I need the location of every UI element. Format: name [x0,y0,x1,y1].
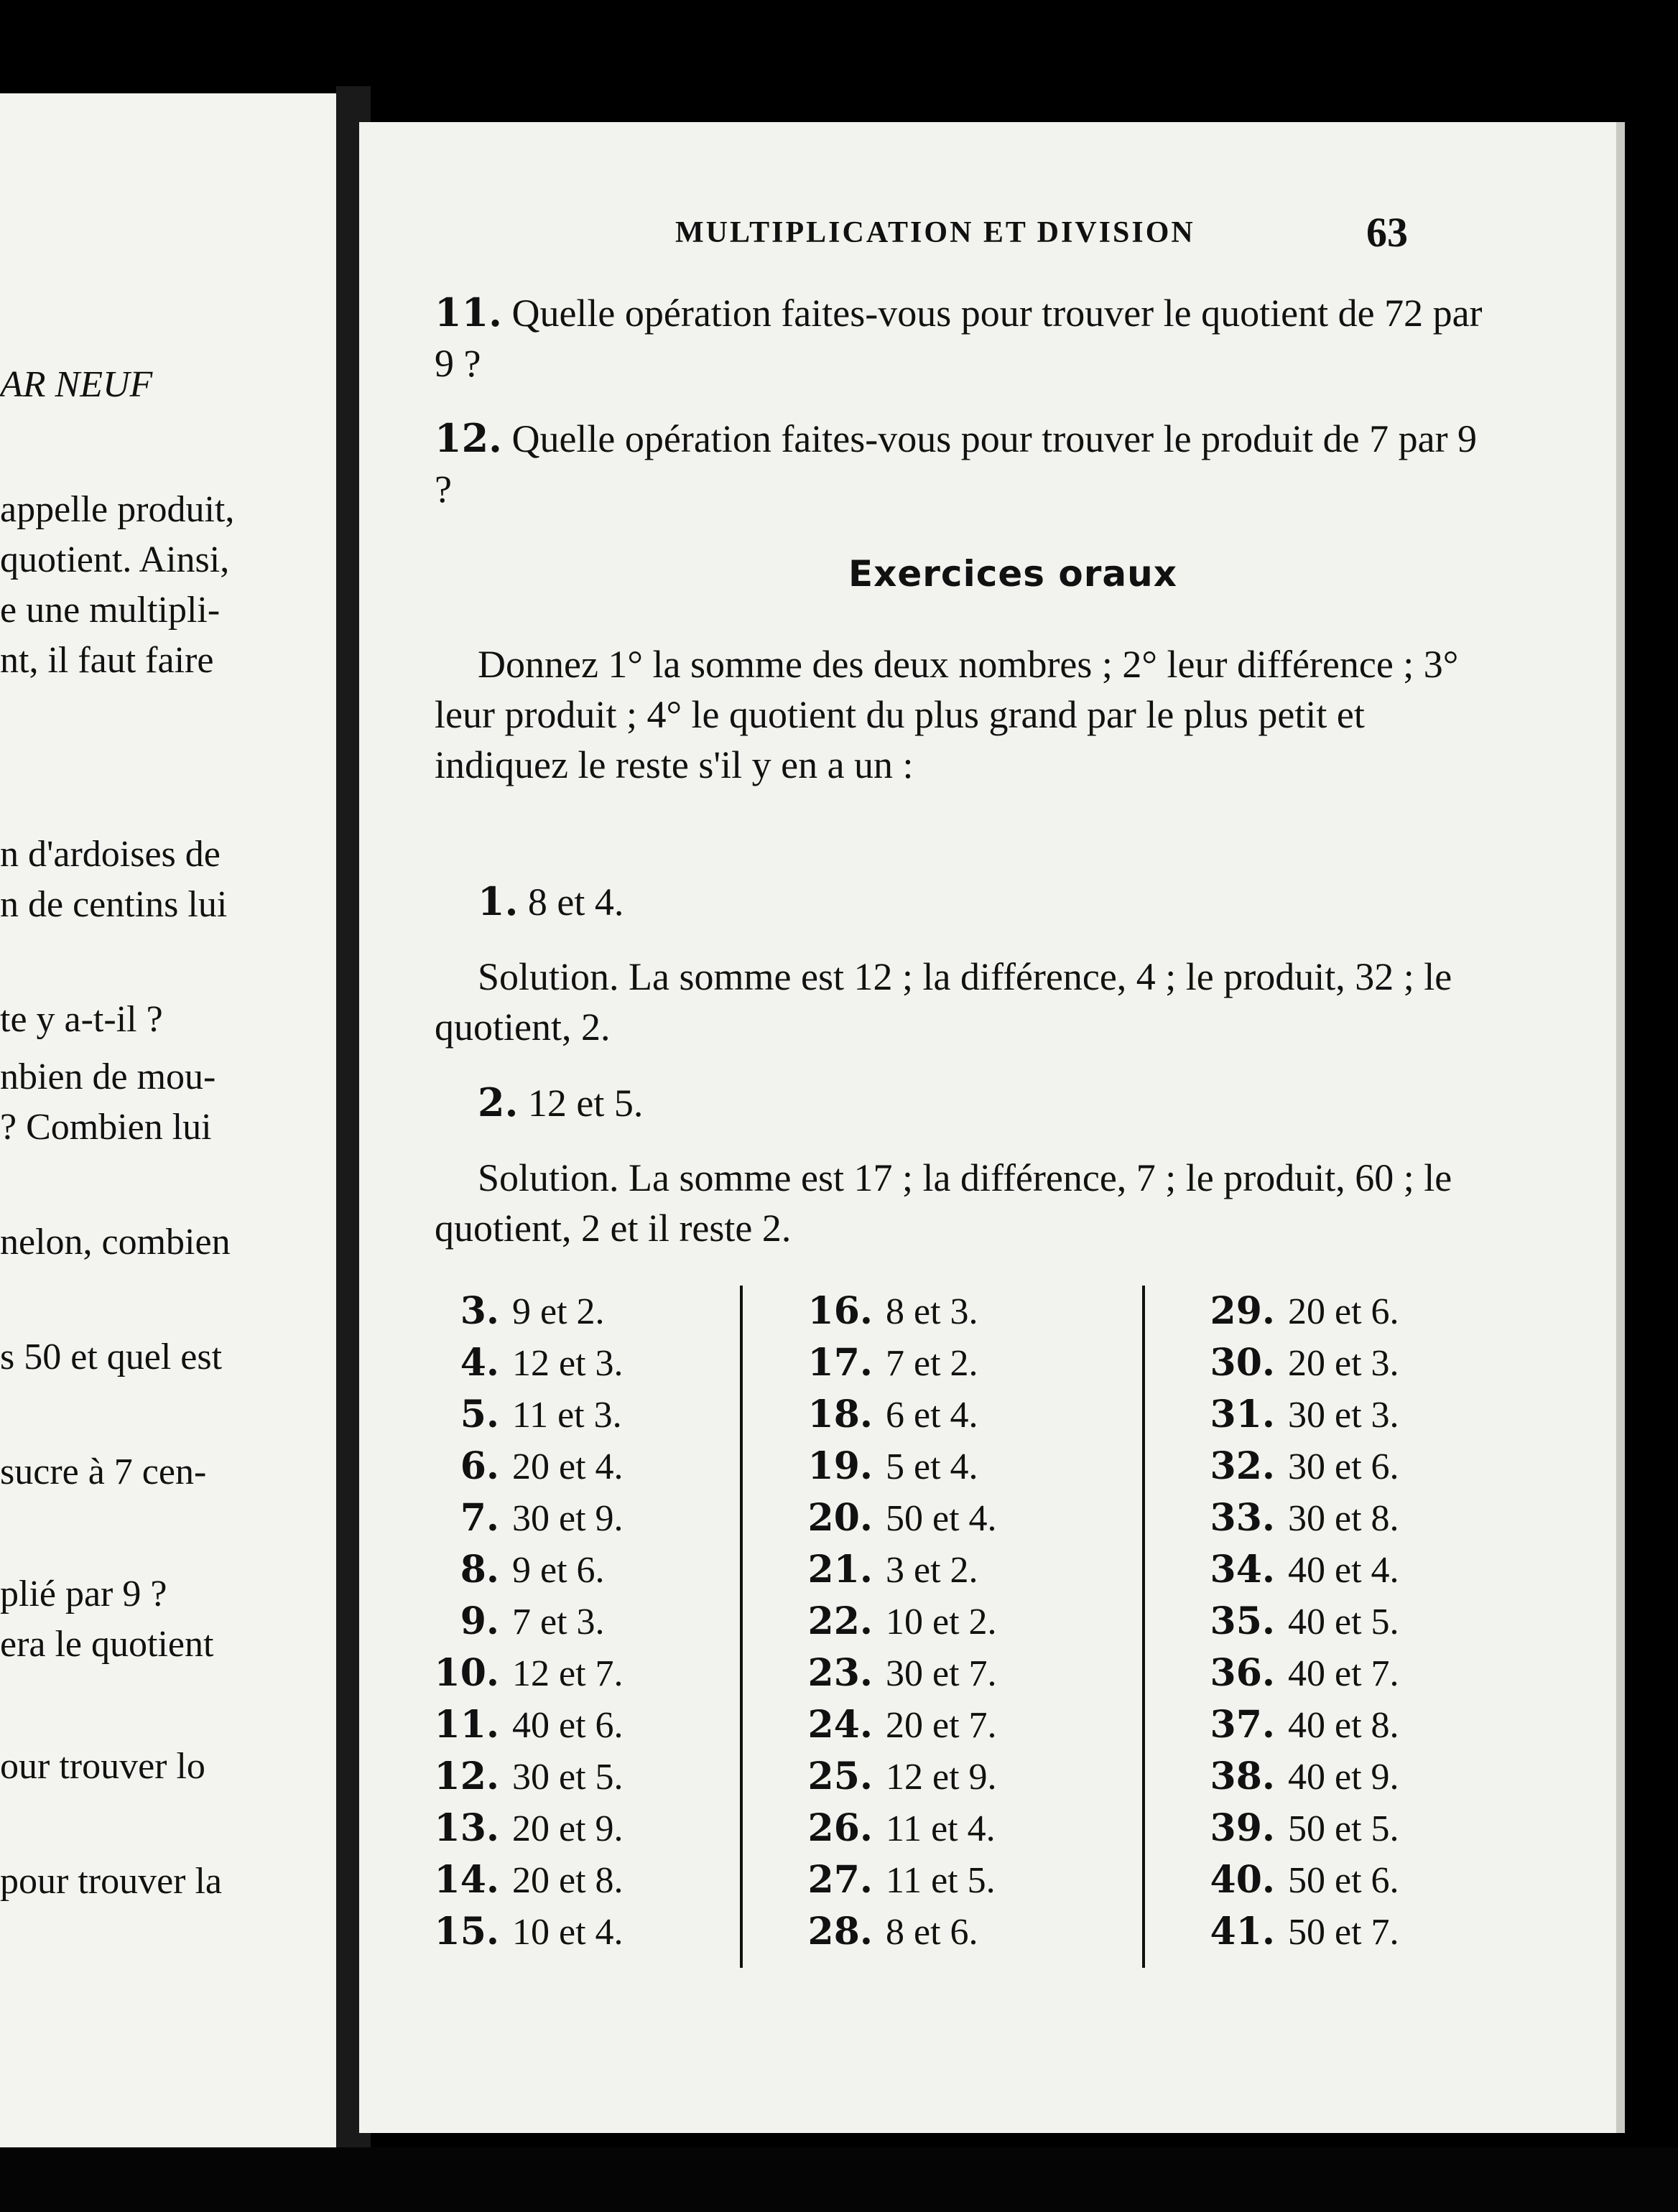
exercise-item [805,1544,997,1596]
exercise-number: 11. [434,1703,499,1747]
exercise-item [805,1286,997,1337]
exercise-pair: 50 et 6. [1288,1860,1399,1901]
exercise-number: 34. [1210,1548,1275,1591]
exercise-number: 5. [460,1393,499,1436]
exercise-number: 29. [1210,1289,1275,1333]
exercise-number: 39. [1210,1806,1275,1850]
exercise-number: 25. [807,1755,873,1798]
exercise-item [1207,1751,1399,1803]
left-text-fragment: appelle produit, [0,489,235,530]
exercise-pair: 40 et 8. [1288,1705,1399,1746]
exercise-item [431,1803,624,1854]
exercise-number: 18. [807,1393,873,1436]
page-edge [1616,122,1625,2133]
exercise-pair: 9 et 2. [512,1291,605,1332]
exercise-pair: 30 et 8. [1288,1498,1399,1539]
left-text-fragment: te y a-t-il ? [0,999,163,1040]
exercise-pair: 6 et 4. [886,1395,978,1436]
exercise-pair: 50 et 7. [1288,1912,1399,1953]
exercise-item [805,1337,997,1389]
exercise-column [1207,1286,1399,1958]
exercise-number: 17. [807,1341,873,1385]
left-text-fragment: era le quotient [0,1624,214,1665]
exercise-number: 4. [460,1341,499,1385]
exercise-number: 16. [807,1289,873,1333]
question-12 [435,413,1483,514]
exercise-pair: 11 et 3. [512,1395,622,1436]
exercise-pair: 10 et 4. [512,1912,624,1953]
exercise-pair: 7 et 3. [512,1602,605,1642]
exercise-item [1207,1441,1399,1492]
exercise-pair: 30 et 9. [512,1498,624,1539]
exercise-number: 30. [1210,1341,1275,1385]
exercise-item [1207,1492,1399,1544]
exercise-pair: 12 et 3. [512,1343,624,1384]
exercise-item [431,1751,624,1803]
exercise-item [431,1286,624,1337]
exercise-number: 41. [1210,1910,1275,1953]
exercise-item [1207,1337,1399,1389]
exercise-item [1207,1286,1399,1337]
left-text-fragment: n de centins lui [0,884,228,925]
exercise-item [805,1441,997,1492]
exercise-number: 3. [460,1289,499,1333]
exercise-pair: 20 et 8. [512,1860,624,1901]
exercise-item [1207,1906,1399,1958]
exercise-number: 10. [434,1651,499,1695]
exercise-number: 20. [807,1496,873,1540]
exercise-pair: 20 et 3. [1288,1343,1399,1384]
exercise-pair: 50 et 5. [1288,1808,1399,1849]
exercise-number: 38. [1210,1755,1275,1798]
exercise-pair: 8 et 6. [886,1912,978,1953]
exercise-number: 24. [807,1703,873,1747]
exercise-column [805,1286,997,1958]
exercise-number: 28. [807,1910,873,1953]
solution-2: Solution. La somme est 17 ; la différence, 7 ; le produit, 60 ; le quotient, 2 et il reste 2. [435,1156,1452,1250]
exercise-number: 6. [460,1444,499,1488]
column-divider [1142,1286,1145,1968]
left-text-fragment: e une multipli- [0,590,221,631]
exercise-number: 37. [1210,1703,1275,1747]
exercise-item [1207,1596,1399,1648]
exercise-pair: 9 et 6. [512,1550,605,1591]
question-number: 12. [435,415,502,461]
page-header [675,208,1616,259]
exercise-item [805,1906,997,1958]
exercise-item [805,1648,997,1699]
exercise-pair: 7 et 2. [886,1343,978,1384]
exercise-item [431,1492,624,1544]
exercise-number: 14. [434,1858,499,1902]
left-text-fragment: quotient. Ainsi, [0,539,230,580]
exercise-number: 35. [1210,1599,1275,1643]
exercise-pair: 30 et 5. [512,1757,624,1798]
exercise-number: 26. [807,1806,873,1850]
exercise-pair: 40 et 6. [512,1705,624,1746]
exercise-number: 21. [807,1548,873,1591]
exercise-item [805,1699,997,1751]
exercise-pair: 40 et 9. [1288,1757,1399,1798]
right-page [359,122,1616,2133]
exercise-pair: 12 et 9. [886,1757,997,1798]
exercise-item [431,1596,624,1648]
example-number: 2. [478,1079,519,1125]
exercise-number: 12. [434,1755,499,1798]
example-pair: 12 et 5. [527,1082,644,1125]
exercise-item [805,1389,997,1441]
exercise-pair: 40 et 7. [1288,1653,1399,1694]
exercise-number: 40. [1210,1858,1275,1902]
exercise-pair: 20 et 7. [886,1705,997,1746]
exercise-pair: 8 et 3. [886,1291,978,1332]
example-number: 1. [478,878,519,924]
exercise-number: 33. [1210,1496,1275,1540]
left-page-fragment [0,93,345,2147]
question-11 [435,287,1483,389]
exercise-item [431,1337,624,1389]
exercise-item [431,1854,624,1906]
left-text-fragment: pour trouver la [0,1861,223,1902]
exercise-item [431,1699,624,1751]
exercise-pair: 40 et 5. [1288,1602,1399,1642]
exercise-pair: 3 et 2. [886,1550,978,1591]
exercise-pair: 30 et 3. [1288,1395,1399,1436]
exercise-pair: 40 et 4. [1288,1550,1399,1591]
page-number: 63 [1366,209,1408,256]
question-text: Quelle opération faites-vous pour trouver le produit de 7 par 9 ? [435,417,1478,511]
running-head: MULTIPLICATION ET DIVISION [675,216,1195,249]
exercise-pair: 10 et 2. [886,1602,997,1642]
left-text-fragment: nt, il faut faire [0,640,214,681]
instructions: Donnez 1° la somme des deux nombres ; 2° leur différence ; 3° leur produit ; 4° le quotient du plus grand par le plus petit et indiquez le reste s'il y en a un : [435,643,1459,786]
exercise-item [1207,1648,1399,1699]
left-text-fragment: s 50 et quel est [0,1337,223,1377]
exercise-number: 8. [460,1548,499,1591]
exercise-item [805,1492,997,1544]
solution-1: Solution. La somme est 12 ; la différence, 4 ; le produit, 32 ; le quotient, 2. [435,955,1452,1049]
column-divider [740,1286,743,1968]
exercise-item [805,1751,997,1803]
exercise-number: 22. [807,1599,873,1643]
exercise-pair: 20 et 6. [1288,1291,1399,1332]
exercise-pair: 11 et 5. [886,1860,996,1901]
exercise-item [1207,1854,1399,1906]
exercise-pair: 20 et 9. [512,1808,624,1849]
exercise-pair: 50 et 4. [886,1498,997,1539]
exercise-item [1207,1544,1399,1596]
question-number: 11. [435,289,502,335]
exercise-item [431,1544,624,1596]
exercise-number: 31. [1210,1393,1275,1436]
exercise-pair: 30 et 7. [886,1653,997,1694]
exercise-column [431,1286,624,1958]
exercise-table [431,1286,1552,1968]
exercise-item [431,1441,624,1492]
exercise-pair: 12 et 7. [512,1653,624,1694]
exercise-number: 23. [807,1651,873,1695]
left-text-fragment: nelon, combien [0,1222,231,1263]
exercise-number: 15. [434,1910,499,1953]
left-text-fragment: ? Combien lui [0,1107,212,1148]
left-text-fragment: our trouver lo [0,1746,205,1787]
exercise-item [431,1906,624,1958]
exercise-pair: 30 et 6. [1288,1446,1399,1487]
exercise-pair: 20 et 4. [512,1446,624,1487]
example-pair: 8 et 4. [527,880,624,924]
left-text-fragment: plié par 9 ? [0,1574,167,1614]
example-1 [435,876,1483,927]
exercise-number: 27. [807,1858,873,1902]
exercise-number: 9. [460,1599,499,1643]
left-text-fragment: AR NEUF [0,364,153,405]
exercise-number: 13. [434,1806,499,1850]
exercise-number: 19. [807,1444,873,1488]
exercise-pair: 5 et 4. [886,1446,978,1487]
exercise-number: 36. [1210,1651,1275,1695]
exercise-pair: 11 et 4. [886,1808,996,1849]
exercise-item [1207,1803,1399,1854]
exercise-item [805,1854,997,1906]
left-text-fragment: nbien de mou- [0,1056,216,1097]
exercise-number: 7. [460,1496,499,1540]
exercise-item [1207,1699,1399,1751]
exercise-item [431,1648,624,1699]
exercise-item [1207,1389,1399,1441]
example-2 [435,1077,1483,1128]
exercise-number: 32. [1210,1444,1275,1488]
exercise-item [805,1596,997,1648]
left-text-fragment: sucre à 7 cen- [0,1451,207,1492]
exercise-item [431,1389,624,1441]
scan-border [0,2147,1678,2212]
question-text: Quelle opération faites-vous pour trouver le quotient de 72 par 9 ? [435,292,1483,385]
left-text-fragment: n d'ardoises de [0,834,221,875]
exercise-item [805,1803,997,1854]
section-title: Exercices oraux [848,553,1178,595]
